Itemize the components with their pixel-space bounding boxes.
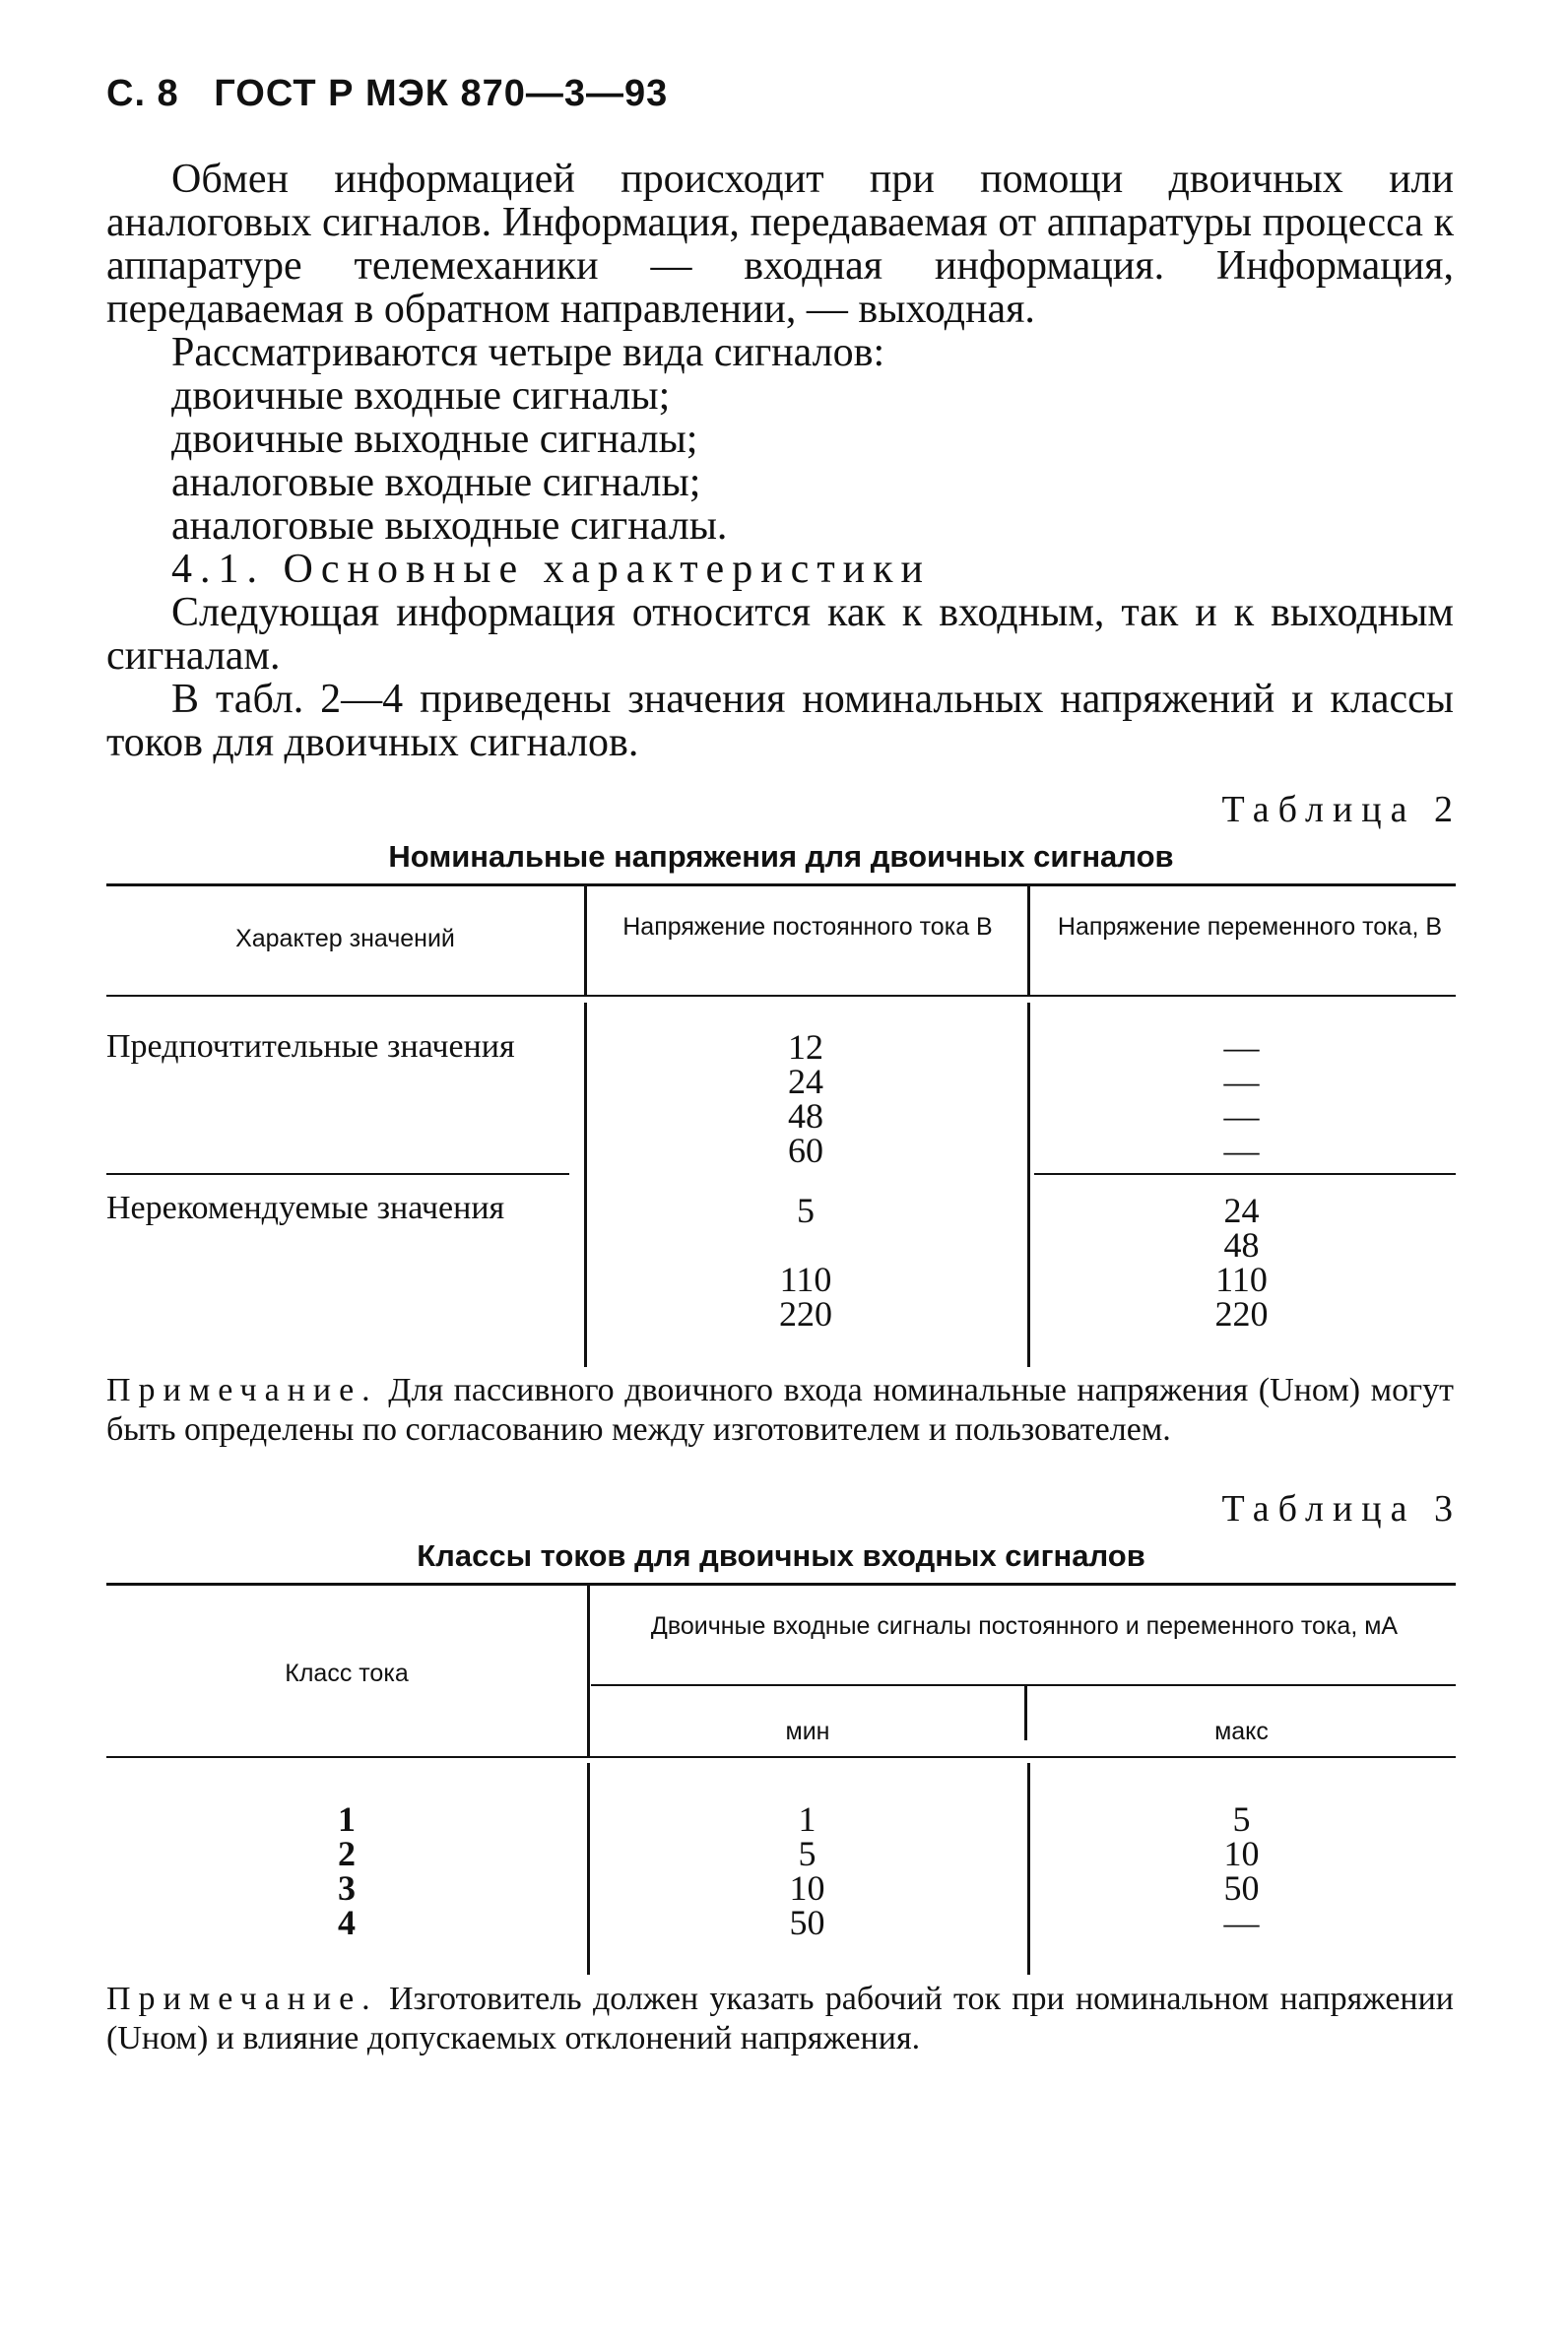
list-item: двоичные выходные сигналы; xyxy=(171,417,698,462)
page-header xyxy=(106,73,691,115)
list-item: двоичные входные сигналы; xyxy=(171,373,671,419)
table2-col-divider xyxy=(1027,886,1030,995)
table3-note: Примечание. Изготовитель должен указать рабочий ток при номинальном напряжении (Uном) и влияние допускаемых отклонений напряжения. xyxy=(106,1981,1454,2056)
paragraph-3: Следующая информация относится как к входным, так и к выходным сигналам. xyxy=(106,590,1454,679)
list-item: аналоговые входные сигналы; xyxy=(171,460,701,505)
paragraph-4: В табл. 2—4 приведены значения номинальных напряжений и классы токов для двоичных сигналов. xyxy=(106,677,1454,765)
table3-header-rule xyxy=(106,1756,1456,1758)
paragraph-1: Обмен информацией происходит при помощи двоичных или аналоговых сигналов. Информация, передаваемая от аппаратуры процесса к аппаратуре телемеханики — входная информация. Информация, передаваемая в обратном направлении, — выходная. xyxy=(106,157,1454,332)
table2-header-ac: Напряжение переменного тока, В xyxy=(1057,913,1443,941)
list-item: аналоговые выходные сигналы. xyxy=(171,503,728,549)
table2-dc-values: 12 24 48 60 xyxy=(788,1027,823,1170)
table3-header-min: мин xyxy=(785,1718,830,1745)
table3-subheader-rule xyxy=(591,1684,1456,1686)
table3-col-divider xyxy=(587,1586,590,1758)
table2-row-rule xyxy=(1034,1173,1456,1175)
table2-header-rule xyxy=(106,995,1456,997)
table2-note: Примечание. Для пассивного двоичного входа номинальные напряжения (Uном) могут быть определены по согласованию между изготовителем и пользователем. xyxy=(106,1372,1454,1448)
table2-row-category: Предпочтительные значения xyxy=(106,1028,515,1065)
table2-row-rule xyxy=(106,1173,569,1175)
table2-ac-values: — — — — xyxy=(1223,1027,1260,1170)
body-text xyxy=(106,158,1454,764)
section-heading: 4.1. Основные характеристики xyxy=(171,547,932,592)
table3-header-group: Двоичные входные сигналы постоянного и переменного тока, мА xyxy=(650,1612,1399,1640)
table3-top-rule xyxy=(106,1583,1456,1586)
table2-col-divider xyxy=(584,886,587,995)
table3-header-max: макс xyxy=(1214,1718,1269,1745)
table3-title: Классы токов для двоичных входных сигналов xyxy=(417,1538,1145,1573)
table3-min-values: 1 5 10 50 xyxy=(789,1799,825,1942)
table3-label: Таблица 3 xyxy=(1221,1488,1462,1530)
table2-header-category: Характер значений xyxy=(235,925,455,952)
table2-top-rule xyxy=(106,883,1456,886)
table2-row-category: Нерекомендуемые значения xyxy=(106,1190,505,1226)
table2-dc-values: 5 110 220 xyxy=(779,1191,832,1334)
table2-label: Таблица 2 xyxy=(1221,789,1462,830)
table2-header-dc: Напряжение постоянного тока В xyxy=(622,913,993,941)
page-number: С. 8 xyxy=(106,73,179,114)
table3-max-values: 5 10 50 — xyxy=(1223,1799,1260,1942)
table3-header-class: Класс тока xyxy=(285,1660,409,1687)
table2-ac-values: 24 48 110 220 xyxy=(1214,1191,1269,1334)
table2-title: Номинальные напряжения для двоичных сигналов xyxy=(388,839,1174,874)
table3-class-values: 1 2 3 4 xyxy=(338,1799,356,1942)
standard-code: ГОСТ Р МЭК 870—3—93 xyxy=(214,73,669,114)
paragraph-2: Рассматриваются четыре вида сигналов: xyxy=(171,330,885,375)
